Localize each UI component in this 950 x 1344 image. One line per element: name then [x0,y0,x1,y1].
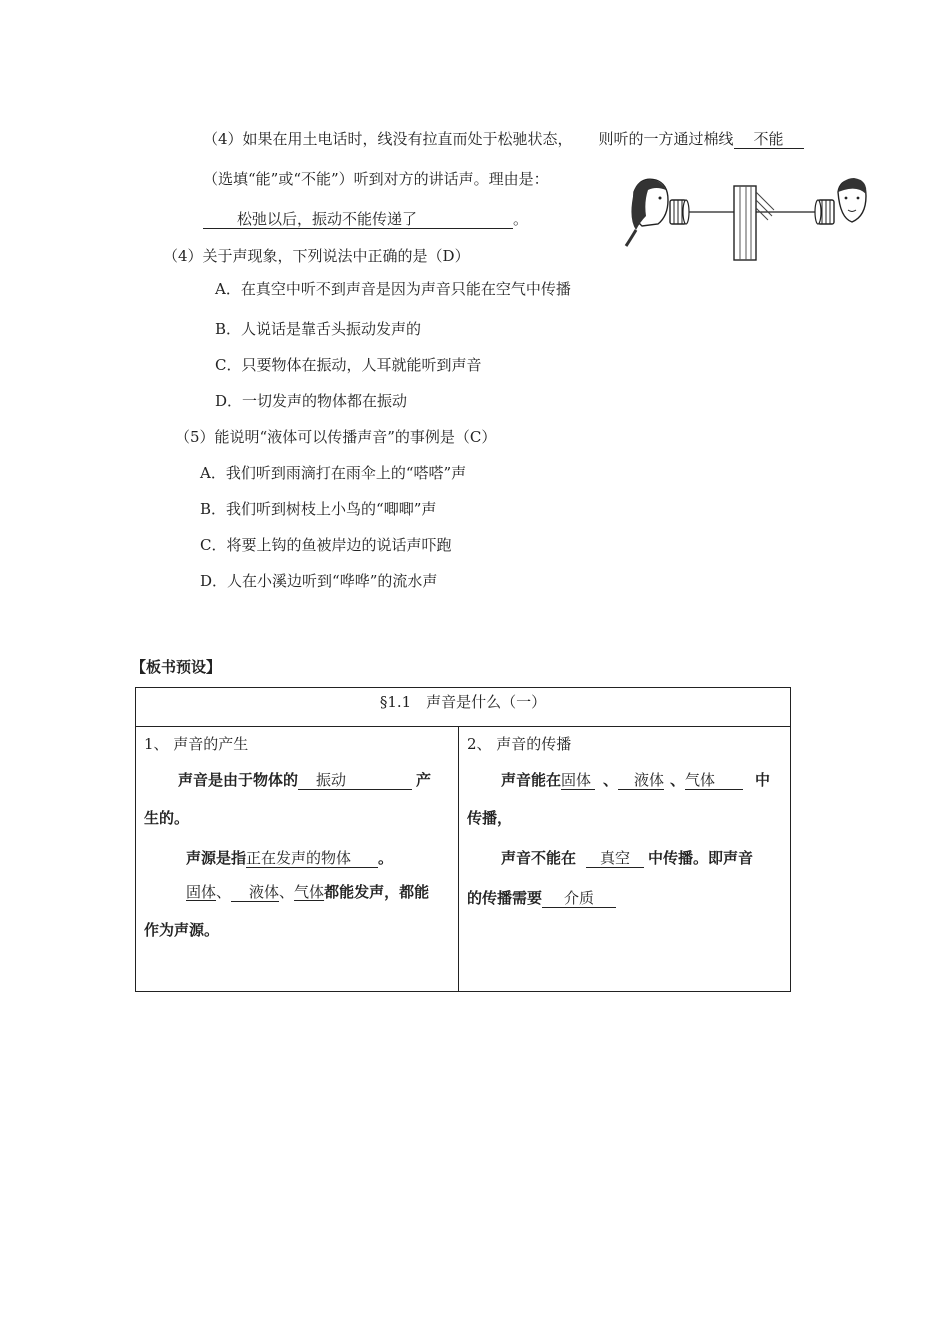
right-p1-gas: 气体 [685,771,743,790]
board-title: §1.1 声音是什么（一） [136,688,791,727]
board-right-cell [459,727,791,992]
tin-can-telephone-illustration [622,172,870,264]
q4-line1b-text: 则听的一方通过棉线 [598,130,734,148]
q4-end: 。 [513,210,529,228]
left-p3-sep2: 、 [279,883,295,901]
q4-reason-text: 松弛以后，振动不能传递了 [237,210,418,228]
right-para1 [501,769,770,790]
left-heading: 1、 声音的产生 [144,735,249,753]
left-p3-sep1: 、 [216,883,232,901]
board-table [135,687,791,992]
right-p2-blank: 真空 [586,849,644,868]
q4b-stem: （4）关于声现象，下列说法中正确的是（D） [163,247,470,265]
right-p1-solid: 固体 [561,771,595,790]
right-p1-liquid: 液体 [618,771,664,790]
q4-line2: （选填“能”或“不能”）听到对方的讲话声。理由是： [203,170,549,188]
left-p3-liquid: 液体 [231,883,279,902]
right-para3 [467,887,616,908]
left-para1-cont: 生的。 [144,809,190,827]
right-heading: 2、 声音的传播 [467,735,572,753]
q4-line1 [203,128,804,149]
left-para2 [186,847,393,868]
left-p3-solid: 固体 [186,883,217,901]
left-p2-end: 。 [378,849,394,867]
q5-option-d: D．人在小溪边听到“哗哗”的流水声 [200,572,438,590]
left-p3-gas: 气体 [294,883,325,901]
right-para2 [501,847,753,868]
left-p2-text: 声源是指 [186,849,247,867]
q4b-option-d: D．一切发声的物体都在振动 [215,392,408,410]
q5-option-b: B．我们听到树枝上小鸟的“唧唧”声 [200,500,437,518]
right-p1-text: 声音能在 [501,771,562,789]
left-p1-blank [298,771,412,790]
left-para3-cont: 作为声源。 [144,921,220,939]
right-p1-sep1: 、 [603,771,619,789]
right-p3-text: 的传播需要 [467,889,543,907]
right-p3-blank: 介质 [542,889,616,908]
right-p2-text: 声音不能在 [501,849,577,867]
q5-stem: （5）能说明“液体可以传播声音”的事例是（C） [175,428,497,446]
left-p1-end: 产 [416,771,432,789]
q5-option-c: C．将要上钩的鱼被岸边的说话声吓跑 [200,536,452,554]
q5-option-a: A．我们听到雨滴打在雨伞上的“嗒嗒”声 [200,464,467,482]
q4b-option-c: C．只要物体在振动，人耳就能听到声音 [215,356,482,374]
q4-reason-blank [203,210,513,229]
q4b-option-a: A．在真空中听不到声音是因为声音只能在空气中传播 [215,280,571,298]
left-p3-text: 都能发声，都能 [324,883,430,901]
board-heading: 【板书预设】 [131,658,222,676]
right-p1-sep2: 、 [670,771,686,789]
left-p2-blank: 正在发声的物体 [246,849,378,868]
q4-blank-answer: 不能 [734,130,804,149]
q4-line1-text: （4）如果在用土电话时，线没有拉直而处于松驰状态， [203,130,573,148]
q4-line3 [203,208,528,229]
q4b-option-b: B．人说话是靠舌头振动发声的 [215,320,422,338]
right-p1-end: 中 [755,771,771,789]
left-para3 [186,881,429,902]
right-p2-end: 中传播。即声音 [648,849,754,867]
left-para1 [178,769,431,790]
left-p1-answer: 振动 [316,771,347,789]
left-p1-text: 声音是由于物体的 [178,771,299,789]
right-para1-cont: 传播， [467,809,513,827]
board-left-cell [136,727,459,992]
